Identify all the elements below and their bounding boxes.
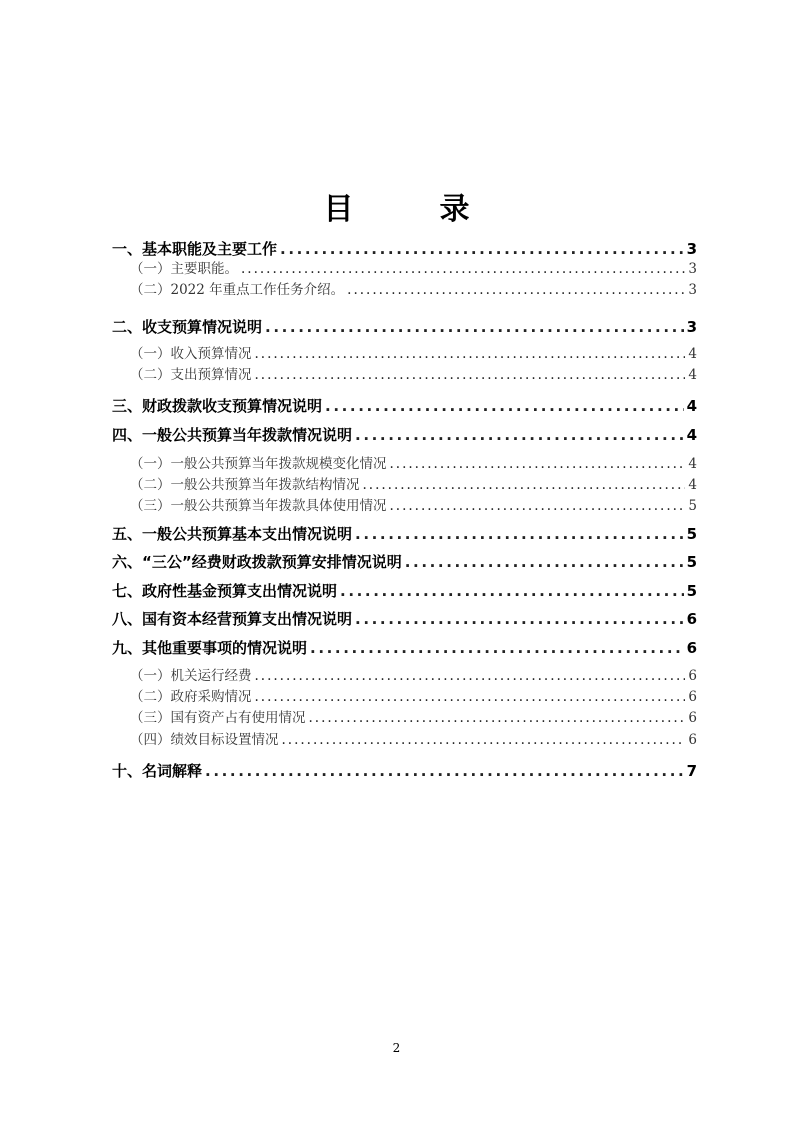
toc-entry-page: 4 [688,456,697,472]
toc-entry-label: （一）收入预算情况 [130,346,252,362]
toc-dot-leader [282,729,686,751]
toc-dot-leader [241,258,685,280]
toc-entry-label: （四）绩效目标设置情况 [130,732,279,748]
toc-entry-page: 4 [688,346,697,362]
toc-entry-page: 4 [688,367,697,383]
toc-dot-leader [355,608,684,630]
toc-dot-leader [265,316,684,338]
toc-subsection-entry[interactable] [130,495,697,517]
toc-entry-label: （二）一般公共预算当年拨款结构情况 [130,477,360,493]
toc-dot-leader [340,580,684,602]
toc-entry-label: 九、其他重要事项的情况说明 [112,639,308,657]
toc-section-entry[interactable] [112,760,697,782]
toc-dot-leader [355,523,684,545]
toc-entry-label: （三）一般公共预算当年拨款具体使用情况 [130,498,387,514]
toc-entry-page: 3 [686,240,697,258]
toc-entry-page: 6 [688,732,697,748]
toc-entry-label: 一、基本职能及主要工作 [112,240,278,258]
toc-subsection-entry[interactable] [130,279,697,301]
toc-entry-page: 5 [686,553,697,571]
toc-dot-leader [363,474,686,496]
toc-subsection-entry[interactable] [130,665,697,687]
toc-dot-leader [390,453,686,475]
toc-entry-label: （二）支出预算情况 [130,367,252,383]
toc-section-entry[interactable] [112,316,697,338]
toc-entry-page: 6 [686,639,697,657]
toc-section-entry[interactable] [112,523,697,545]
toc-subsection-entry[interactable] [130,707,697,729]
toc-entry-page: 4 [686,426,697,444]
toc-entry-label: 二、收支预算情况说明 [112,318,263,336]
toc-subsection-entry[interactable] [130,453,697,475]
toc-section-entry[interactable] [112,424,697,446]
toc-entry-page: 3 [688,261,697,277]
toc-entry-label: （一）主要职能。 [130,261,238,277]
toc-dot-leader [205,760,684,782]
toc-section-entry[interactable] [112,238,697,260]
toc-entry-page: 3 [688,282,697,298]
toc-subsection-entry[interactable] [130,474,697,496]
toc-entry-label: （三）国有资产占有使用情况 [130,710,306,726]
toc-dot-leader [310,637,684,659]
toc-entry-label: （一）机关运行经费 [130,668,252,684]
toc-dot-leader [390,495,686,517]
toc-entry-page: 4 [686,397,697,415]
toc-section-entry[interactable] [112,395,697,417]
toc-entry-page: 3 [686,318,697,336]
toc-dot-leader [255,686,686,708]
toc-dot-leader [325,395,684,417]
toc-entry-label: （二）政府采购情况 [130,689,252,705]
toc-dot-leader [255,343,686,365]
toc-subsection-entry[interactable] [130,343,697,365]
toc-subsection-entry[interactable] [130,258,697,280]
toc-subsection-entry[interactable] [130,729,697,751]
toc-dot-leader [255,364,686,386]
toc-entry-page: 4 [688,477,697,493]
toc-entry-label: （二）2022 年重点工作任务介绍。 [130,282,345,298]
toc-subsection-entry[interactable] [130,686,697,708]
toc-entry-page: 6 [686,610,697,628]
toc-dot-leader [347,279,685,301]
toc-dot-leader [309,707,686,729]
toc-dot-leader [405,551,684,573]
toc-entry-page: 5 [686,582,697,600]
toc-entry-label: 八、国有资本经营预算支出情况说明 [112,610,353,628]
toc-entry-label: （一）一般公共预算当年拨款规模变化情况 [130,456,387,472]
toc-entry-page: 7 [686,762,697,780]
toc-entry-label: 十、名词解释 [112,762,203,780]
toc-entry-label: 六、“三公”经费财政拨款预算安排情况说明 [112,553,402,571]
toc-subsection-entry[interactable] [130,364,697,386]
toc-dot-leader [255,665,686,687]
toc-dot-leader [355,424,684,446]
toc-dot-leader [280,238,684,260]
toc-section-entry[interactable] [112,580,697,602]
toc-entry-label: 七、政府性基金预算支出情况说明 [112,582,338,600]
toc-title: 目 录 [323,192,498,227]
toc-entry-label: 三、财政拨款收支预算情况说明 [112,397,323,415]
page-number: 2 [392,1041,401,1055]
toc-section-entry[interactable] [112,637,697,659]
toc-section-entry[interactable] [112,551,697,573]
toc-entry-page: 5 [686,525,697,543]
toc-entry-page: 6 [688,689,697,705]
toc-entry-label: 五、一般公共预算基本支出情况说明 [112,525,353,543]
toc-entry-page: 6 [688,668,697,684]
toc-section-entry[interactable] [112,608,697,630]
toc-entry-page: 5 [688,498,697,514]
toc-entry-page: 6 [688,710,697,726]
toc-entry-label: 四、一般公共预算当年拨款情况说明 [112,426,353,444]
